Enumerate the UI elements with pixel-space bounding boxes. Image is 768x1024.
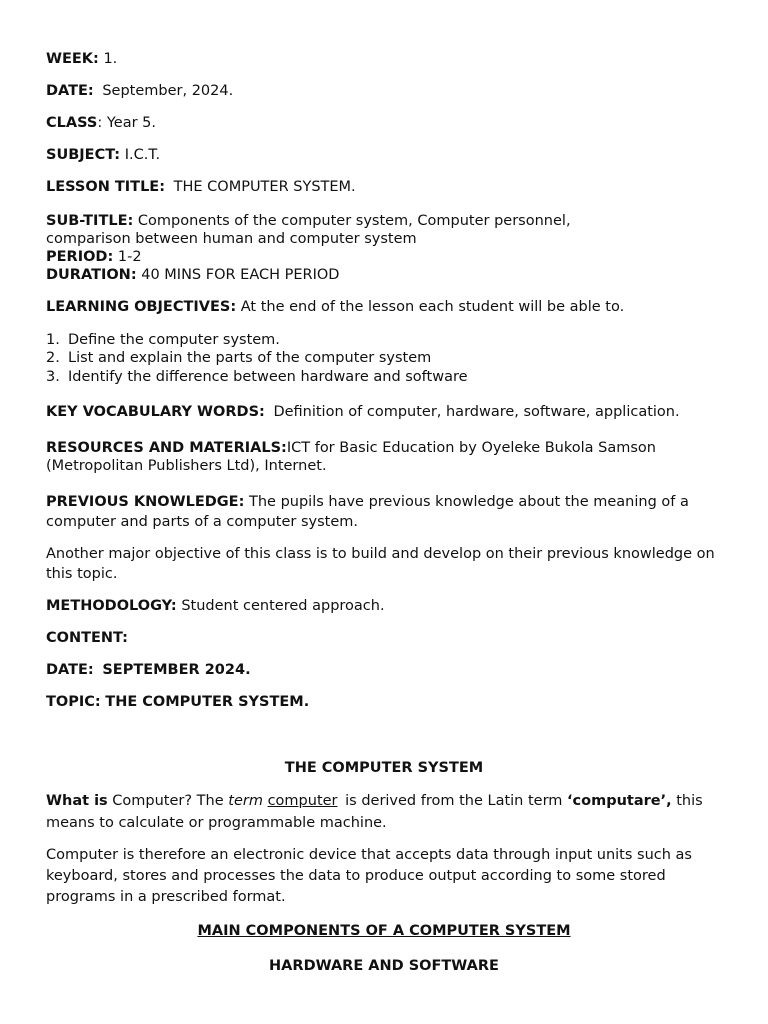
topic-value: THE COMPUTER SYSTEM. xyxy=(105,694,310,710)
class-value: : Year 5. xyxy=(97,115,156,131)
date-value: September, 2024. xyxy=(102,83,234,99)
period-value: 1-2 xyxy=(117,249,142,265)
what-is-line-2: means to calculate or programmable machine. xyxy=(46,815,387,831)
week-line xyxy=(46,50,117,69)
topic-line xyxy=(46,693,309,712)
class-line xyxy=(46,114,156,133)
list-item xyxy=(46,349,431,368)
resources-line xyxy=(46,439,656,458)
duration-label: DURATION: xyxy=(46,267,137,283)
definition-line-3: programs in a prescribed format. xyxy=(46,889,286,905)
definition-line-1: Computer is therefore an electronic device that accepts data through input units such as xyxy=(46,847,692,863)
main-components-heading: MAIN COMPONENTS OF A COMPUTER SYSTEM xyxy=(197,923,571,939)
date-label: DATE: xyxy=(46,83,94,99)
resources-label: RESOURCES AND MATERIALS: xyxy=(46,440,287,456)
list-item-number: 1. xyxy=(46,332,60,348)
hardware-software-heading: HARDWARE AND SOFTWARE xyxy=(269,958,499,974)
vocabulary-line xyxy=(46,403,680,422)
subject-line xyxy=(46,146,160,165)
date-line xyxy=(46,82,233,101)
content-label-text: CONTENT: xyxy=(46,630,128,646)
list-item-text: List and explain the parts of the computer system xyxy=(68,350,432,366)
what-is-computer: computer xyxy=(267,793,338,809)
subtitle-text: Components of the computer system, Computer personnel, xyxy=(137,213,571,229)
duration-value: 40 MINS FOR EACH PERIOD xyxy=(141,267,340,283)
objective-paragraph-line-1: Another major objective of this class is to build and develop on their previous knowledge on xyxy=(46,546,715,562)
list-item xyxy=(46,368,468,387)
list-item-text: Define the computer system. xyxy=(68,332,280,348)
content-label xyxy=(46,629,128,648)
list-item-number: 2. xyxy=(46,350,60,366)
objective-paragraph-line-2: this topic. xyxy=(46,566,118,582)
section-heading: THE COMPUTER SYSTEM xyxy=(284,760,484,776)
methodology-text: Student centered approach. xyxy=(181,598,385,614)
vocabulary-text: Definition of computer, hardware, software, application. xyxy=(273,404,680,420)
what-is-bold: What is xyxy=(46,793,108,809)
what-is-text-3: this xyxy=(676,793,703,809)
list-item-number: 3. xyxy=(46,369,60,385)
lesson-title-line xyxy=(46,178,356,197)
subtitle-label: SUB-TITLE: xyxy=(46,213,134,229)
list-item xyxy=(46,331,280,350)
methodology-label: METHODOLOGY: xyxy=(46,598,177,614)
previous-knowledge-label: PREVIOUS KNOWLEDGE: xyxy=(46,494,245,510)
previous-knowledge-text: The pupils have previous knowledge about the meaning of a xyxy=(249,494,689,510)
topic-label: TOPIC: xyxy=(46,694,101,710)
previous-knowledge-line-2: computer and parts of a computer system. xyxy=(46,514,358,530)
vocabulary-label: KEY VOCABULARY WORDS: xyxy=(46,404,265,420)
objectives-label: LEARNING OBJECTIVES: xyxy=(46,299,237,315)
objectives-intro: At the end of the lesson each student will be able to. xyxy=(240,299,625,315)
methodology-line xyxy=(46,597,385,616)
week-value: 1. xyxy=(103,51,118,67)
period-label: PERIOD: xyxy=(46,249,114,265)
lesson-title-label: LESSON TITLE: xyxy=(46,179,166,195)
resources-text: ICT for Basic Education by Oyeleke Bukola Samson xyxy=(286,440,656,456)
resources-line-2: (Metropolitan Publishers Ltd), Internet. xyxy=(46,458,327,474)
what-is-line xyxy=(46,792,703,811)
subtitle-line-2: comparison between human and computer system xyxy=(46,231,417,247)
lesson-title-value: THE COMPUTER SYSTEM. xyxy=(173,179,356,195)
period-line xyxy=(46,248,142,267)
objectives-line xyxy=(46,298,624,317)
what-is-term: term xyxy=(228,793,263,809)
what-is-text-2: is derived from the Latin term xyxy=(345,793,563,809)
what-is-text-1: Computer? The xyxy=(112,793,224,809)
subject-value: I.C.T. xyxy=(124,147,161,163)
content-date-value: SEPTEMBER 2024. xyxy=(102,662,251,678)
definition-line-2: keyboard, stores and processes the data to produce output according to some stored xyxy=(46,868,666,884)
subtitle-line xyxy=(46,212,571,231)
week-label: WEEK: xyxy=(46,51,99,67)
what-is-computare: ‘computare’, xyxy=(567,793,672,809)
class-label: CLASS xyxy=(46,115,98,131)
content-date-label: DATE: xyxy=(46,662,94,678)
duration-line xyxy=(46,266,339,285)
list-item-text: Identify the difference between hardware and software xyxy=(68,369,468,385)
previous-knowledge-line xyxy=(46,493,689,512)
content-date-line xyxy=(46,661,251,680)
subject-label: SUBJECT: xyxy=(46,147,121,163)
